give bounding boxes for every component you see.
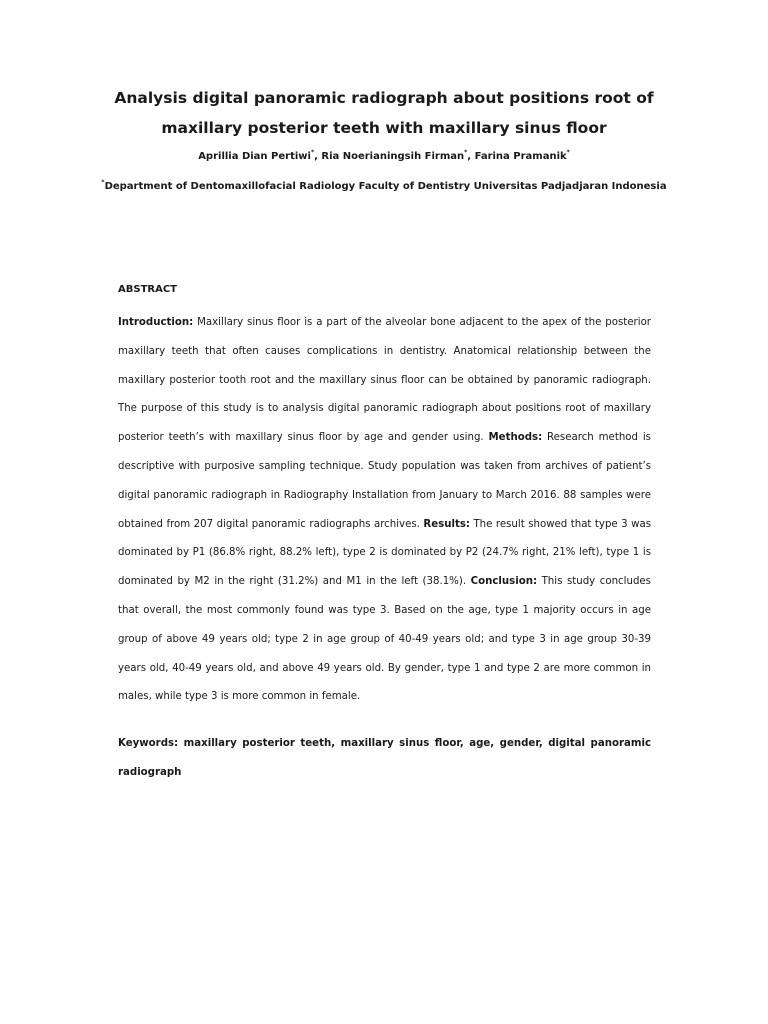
methods-text: Research method is descriptive with purposive sampling technique. Study population was taken from archives of patient’s digital panoramic radiograph in Radiography Installation from January to March 2016. 88 samples were obtained from 207 digital panoramic radiographs archives.: [118, 432, 651, 530]
abstract-body: [118, 309, 651, 712]
author-name: Aprillia Dian Pertiwi: [198, 151, 311, 162]
affiliation-text: Department of Dentomaxillofacial Radiology Faculty of Dentistry Universitas Padjadjaran Indonesia: [104, 181, 667, 192]
author-list: [90, 145, 678, 165]
keywords-text: maxillary posterior teeth, maxillary sinus floor, age, gender, digital panoramic radiograph: [118, 738, 651, 778]
author-affiliation-mark: *: [566, 149, 570, 156]
affiliation: [100, 168, 668, 201]
introduction-text: Maxillary sinus floor is a part of the alveolar bone adjacent to the apex of the posterior maxillary teeth that often causes complications in dentistry. Anatomical relationship between the maxillary posterior tooth root and the maxillary sinus floor can be obtained by panoramic radiograph. The purpose of this study is to analysis digital panoramic radiograph about positions root of maxillary posterior teeth’s with maxillary sinus floor by age and gender using.: [118, 317, 651, 444]
results-label: Results:: [423, 518, 470, 530]
conclusion-label: Conclusion:: [470, 576, 538, 588]
author-separator: ,: [467, 151, 475, 162]
author-affiliation-mark: *: [310, 149, 315, 156]
methods-label: Methods:: [488, 432, 543, 444]
keywords: [118, 729, 651, 787]
results-text: The result showed that type 3 was dominated by P1 (86.8% right, 88.2% left), type 2 is dominated by P2 (24.7% right, 21% left), type 1 is dominated by M2 in the right (31.2%) and M1 in the left (38.1%).: [118, 518, 652, 588]
author-name: Ria Noerianingsih Firman: [321, 151, 465, 162]
introduction-label: Introduction:: [118, 317, 194, 328]
author-affiliation-mark: *: [464, 149, 468, 156]
author-separator: ,: [314, 151, 322, 162]
author-name: Farina Pramanik: [474, 151, 567, 162]
keywords-label: Keywords:: [118, 738, 179, 749]
paper-title: Analysis digital panoramic radiograph about positions root of maxillary posterior teeth with maxillary sinus floor: [114, 89, 654, 137]
abstract-heading: ABSTRACT: [118, 284, 177, 295]
conclusion-text: This study concludes that overall, the most commonly found was type 3. Based on the age, type 1 majority occurs in age group of above 49 years old; type 2 in age group of 40-49 years old; and type 3 in age group 30-39 years old, 40-49 years old, and above 49 years old. By gender, type 1 and type 2 are more common in males, while type 3 is more common in female.: [118, 576, 651, 703]
affiliation-mark: *: [101, 179, 105, 186]
